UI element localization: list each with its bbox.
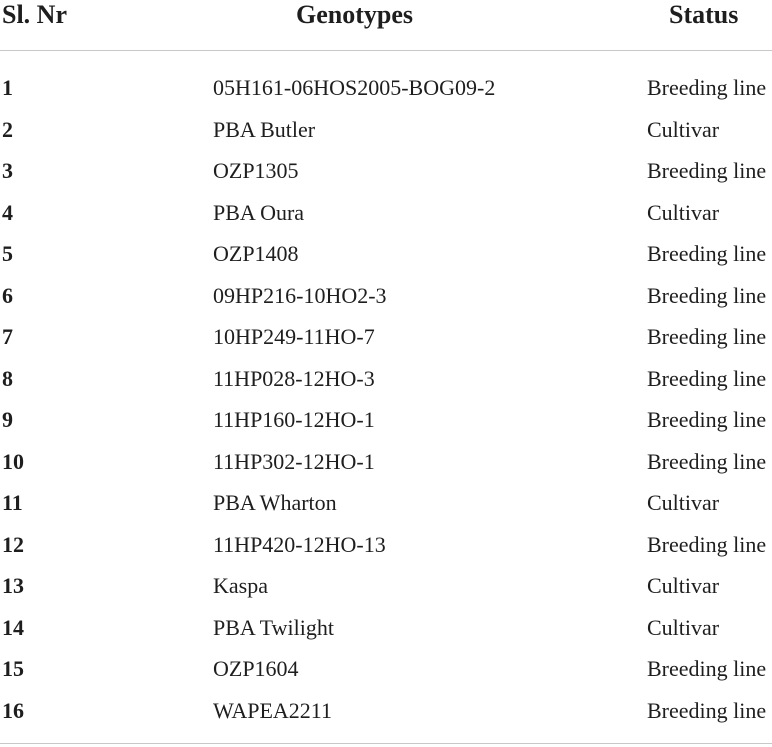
row-sl-nr: 6 bbox=[2, 282, 13, 308]
row-status: Cultivar bbox=[647, 116, 720, 142]
row-genotype: WAPEA2211 bbox=[213, 697, 332, 723]
row-sl-nr: 10 bbox=[2, 448, 24, 474]
header-sl-nr: Sl. Nr bbox=[2, 0, 67, 29]
row-status: Cultivar bbox=[647, 573, 720, 598]
header-divider bbox=[0, 50, 772, 51]
table-header bbox=[0, 0, 772, 50]
row-sl-nr: 1 bbox=[2, 75, 13, 100]
table-row bbox=[0, 523, 772, 565]
row-genotype: PBA Twilight bbox=[213, 614, 334, 640]
table-row bbox=[0, 315, 772, 357]
row-sl-nr: 12 bbox=[2, 531, 24, 557]
row-status: Breeding line bbox=[647, 656, 767, 681]
row-sl-nr: 5 bbox=[2, 241, 13, 266]
row-genotype: 09HP216-10HO2-3 bbox=[213, 282, 387, 308]
row-status: Cultivar bbox=[647, 614, 720, 640]
row-status: Breeding line bbox=[647, 407, 767, 432]
table-row bbox=[0, 440, 772, 482]
row-genotype: PBA Oura bbox=[213, 199, 305, 225]
table-row bbox=[0, 606, 772, 648]
row-sl-nr: 15 bbox=[2, 656, 24, 681]
row-genotype: OZP1408 bbox=[213, 241, 299, 266]
table-row bbox=[0, 481, 772, 523]
row-genotype: 10HP249-11HO-7 bbox=[213, 324, 375, 349]
header-genotypes: Genotypes bbox=[296, 0, 413, 29]
row-sl-nr: 13 bbox=[2, 573, 24, 598]
table-bottom-rule bbox=[0, 743, 772, 744]
row-status: Breeding line bbox=[647, 365, 767, 391]
row-genotype: 05H161-06HOS2005-BOG09-2 bbox=[213, 75, 496, 100]
table-body bbox=[0, 66, 772, 730]
row-status: Breeding line bbox=[647, 75, 767, 100]
row-sl-nr: 8 bbox=[2, 365, 13, 391]
row-status: Cultivar bbox=[647, 199, 720, 225]
header-status: Status bbox=[669, 0, 739, 29]
row-genotype: Kaspa bbox=[213, 573, 268, 598]
row-sl-nr: 9 bbox=[2, 407, 13, 432]
table-row bbox=[0, 647, 772, 689]
table-row bbox=[0, 66, 772, 108]
row-genotype: 11HP420-12HO-13 bbox=[213, 531, 386, 557]
table-row bbox=[0, 357, 772, 399]
table-row bbox=[0, 149, 772, 191]
table-row bbox=[0, 689, 772, 731]
row-sl-nr: 11 bbox=[2, 490, 23, 515]
row-sl-nr: 16 bbox=[2, 697, 24, 723]
table-row bbox=[0, 108, 772, 150]
row-genotype: PBA Wharton bbox=[213, 490, 337, 515]
row-status: Breeding line bbox=[647, 324, 767, 349]
row-status: Breeding line bbox=[647, 697, 767, 723]
table-row bbox=[0, 274, 772, 316]
row-status: Breeding line bbox=[647, 448, 767, 474]
row-genotype: 11HP160-12HO-1 bbox=[213, 407, 375, 432]
row-genotype: 11HP302-12HO-1 bbox=[213, 448, 375, 474]
row-genotype: OZP1305 bbox=[213, 158, 299, 183]
row-genotype: 11HP028-12HO-3 bbox=[213, 365, 375, 391]
table-row bbox=[0, 398, 772, 440]
row-sl-nr: 4 bbox=[2, 199, 13, 225]
row-status: Breeding line bbox=[647, 531, 767, 557]
row-genotype: OZP1604 bbox=[213, 656, 299, 681]
row-genotype: PBA Butler bbox=[213, 116, 316, 142]
table-row bbox=[0, 564, 772, 606]
row-sl-nr: 14 bbox=[2, 614, 24, 640]
row-sl-nr: 2 bbox=[2, 116, 13, 142]
row-sl-nr: 7 bbox=[2, 324, 13, 349]
row-status: Cultivar bbox=[647, 490, 720, 515]
row-status: Breeding line bbox=[647, 241, 767, 266]
row-status: Breeding line bbox=[647, 158, 767, 183]
table-row bbox=[0, 232, 772, 274]
row-sl-nr: 3 bbox=[2, 158, 13, 183]
table-row bbox=[0, 191, 772, 233]
row-status: Breeding line bbox=[647, 282, 767, 308]
